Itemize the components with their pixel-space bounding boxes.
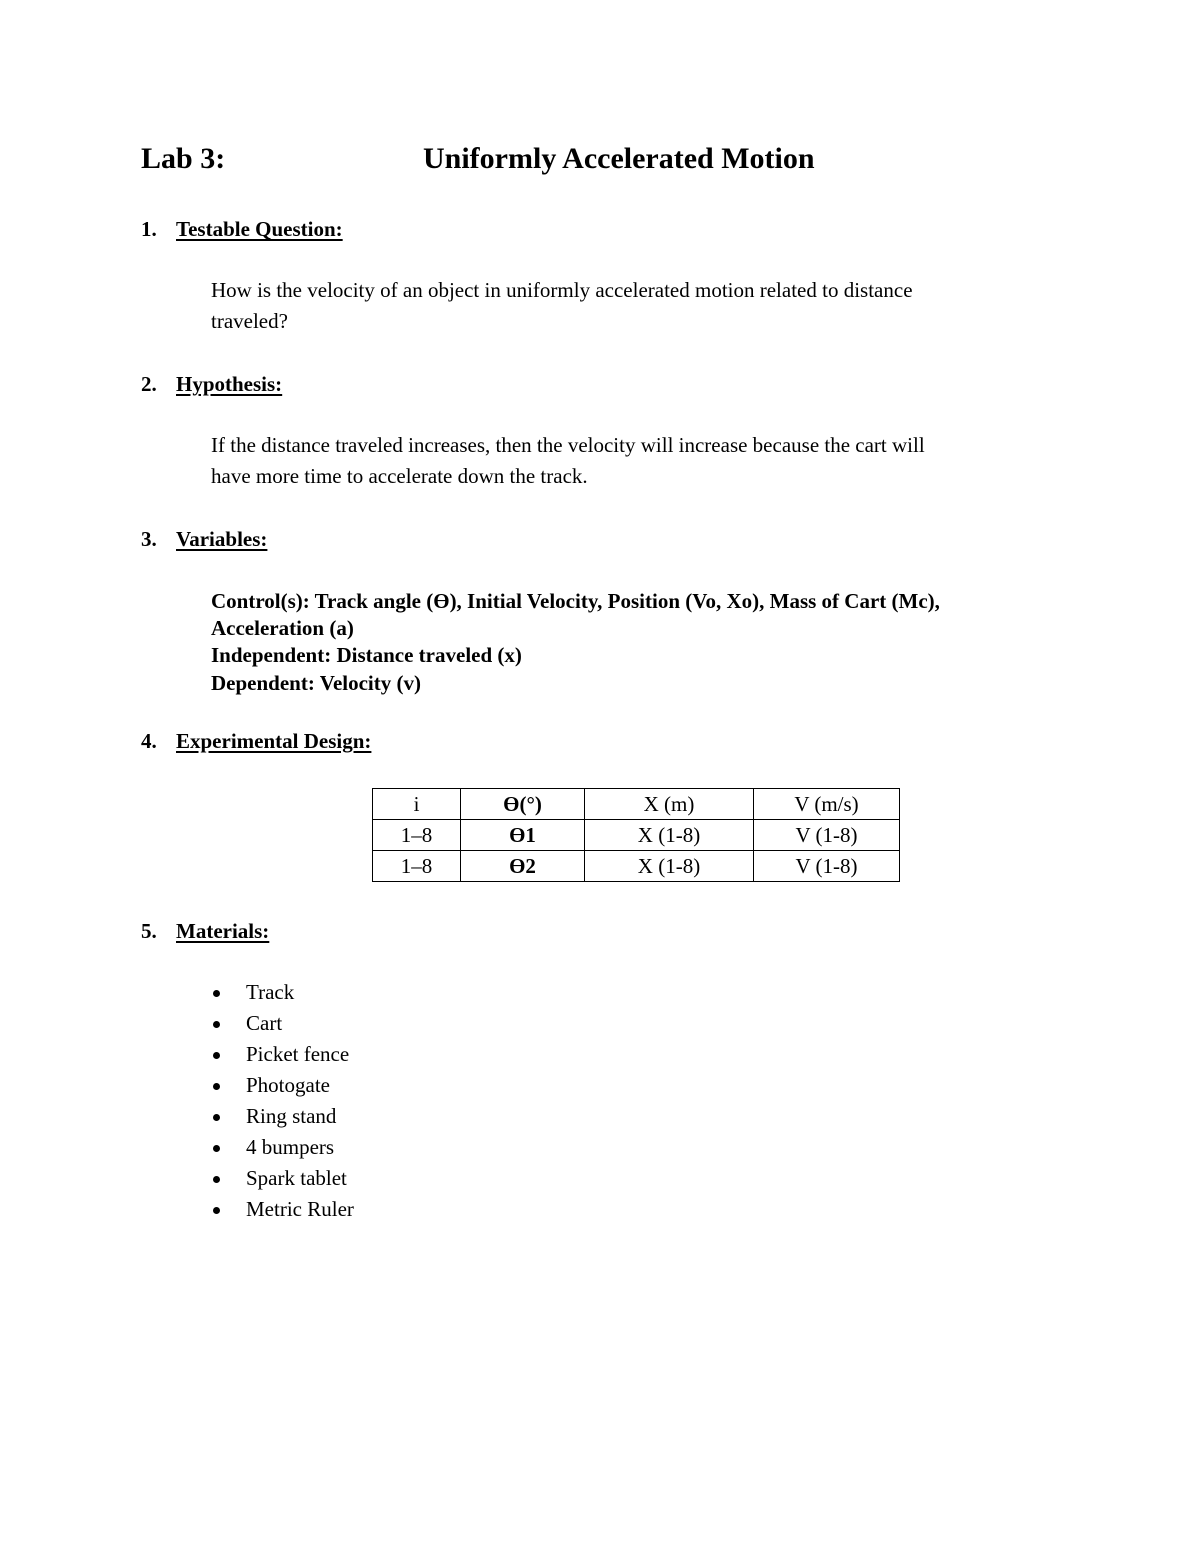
section-number-hypothesis: 2. xyxy=(141,372,157,396)
table-cell-trial: 1–8 xyxy=(373,851,461,882)
list-item: Metric Ruler xyxy=(211,1194,354,1225)
table-cell-velocity: V (1-8) xyxy=(754,851,900,882)
question-text-line-2: traveled? xyxy=(211,309,288,333)
independent-variable: Independent: Distance traveled (x) xyxy=(211,643,522,667)
materials-list xyxy=(211,977,354,1225)
list-item: Ring stand xyxy=(211,1101,354,1132)
heading-experimental-design: Experimental Design: xyxy=(176,729,372,753)
hypothesis-text-line-2: have more time to accelerate down the track. xyxy=(211,464,588,488)
table-cell-trial: 1–8 xyxy=(373,820,461,851)
table-cell-angle: ϴ2 xyxy=(461,851,585,882)
header-cell-velocity: V (m/s) xyxy=(754,789,900,820)
hypothesis-text-line-1: If the distance traveled increases, then the velocity will increase because the cart will xyxy=(211,433,925,457)
control-variables-line-1: Control(s): Track angle (ϴ), Initial Velocity, Position (Vo, Xo), Mass of Cart (Mc), xyxy=(211,589,940,613)
list-item: Photogate xyxy=(211,1070,354,1101)
heading-materials: Materials: xyxy=(176,919,270,943)
table-cell-distance: X (1-8) xyxy=(585,820,754,851)
question-text-line-1: How is the velocity of an object in uniformly accelerated motion related to distance xyxy=(211,278,913,302)
header-cell-distance: X (m) xyxy=(585,789,754,820)
section-number-design: 4. xyxy=(141,729,157,753)
list-item: Track xyxy=(211,977,354,1008)
table-cell-angle: ϴ1 xyxy=(461,820,585,851)
list-item: Cart xyxy=(211,1008,354,1039)
list-item: Picket fence xyxy=(211,1039,354,1070)
section-number-variables: 3. xyxy=(141,527,157,551)
lab-number-title: Lab 3: xyxy=(141,142,226,175)
table-row xyxy=(373,851,900,882)
header-cell-i: i xyxy=(373,789,461,820)
table-cell-velocity: V (1-8) xyxy=(754,820,900,851)
experimental-design-table xyxy=(372,788,900,882)
page-title: Uniformly Accelerated Motion xyxy=(423,142,815,175)
list-item: Spark tablet xyxy=(211,1163,354,1194)
table-row xyxy=(373,820,900,851)
header-cell-angle: ϴ(°) xyxy=(461,789,585,820)
heading-variables: Variables: xyxy=(176,527,268,551)
control-variables-line-2: Acceleration (a) xyxy=(211,616,354,640)
section-number-materials: 5. xyxy=(141,919,157,943)
list-item: 4 bumpers xyxy=(211,1132,354,1163)
table-cell-distance: X (1-8) xyxy=(585,851,754,882)
dependent-variable: Dependent: Velocity (v) xyxy=(211,671,421,695)
heading-testable-question: Testable Question: xyxy=(176,217,343,241)
section-number-question: 1. xyxy=(141,217,157,241)
heading-hypothesis: Hypothesis: xyxy=(176,372,283,396)
table-header-row xyxy=(373,789,900,820)
